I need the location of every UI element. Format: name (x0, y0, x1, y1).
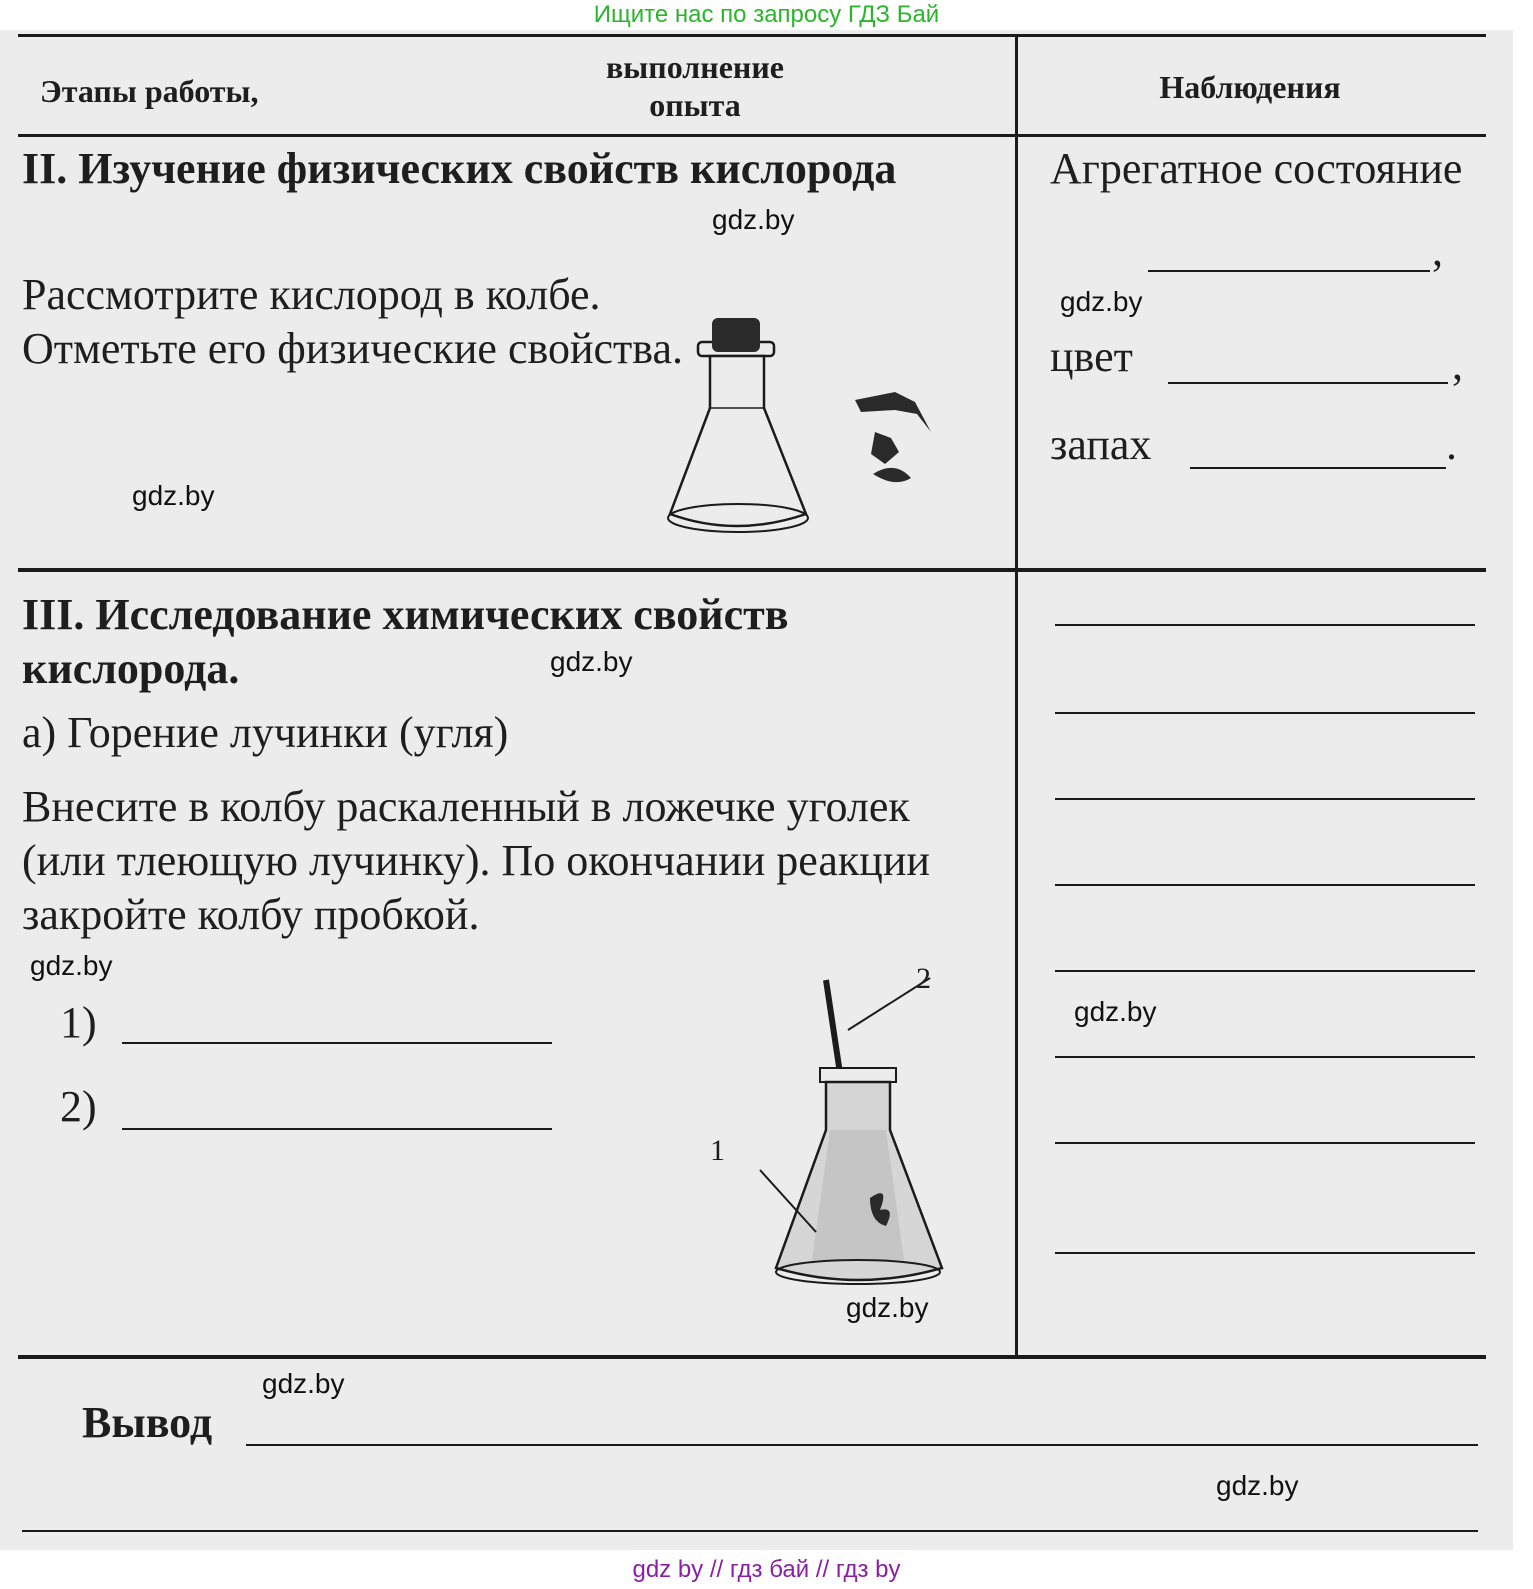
obs-smell-period: . (1446, 420, 1457, 469)
obs-line-5[interactable] (1055, 970, 1475, 972)
obs-state-label: Агрегатное состояние (1050, 144, 1463, 193)
column-divider (1015, 34, 1018, 1356)
figure-label-1: 1 (710, 1134, 725, 1167)
obs-color-blank[interactable] (1168, 382, 1448, 384)
conclusion-blank-1[interactable] (246, 1444, 1478, 1446)
header-stages: Этапы работы, (40, 73, 259, 109)
obs-line-1[interactable] (1055, 624, 1475, 626)
obs-smell-blank[interactable] (1190, 467, 1446, 469)
section-3-instructions: Внесите в колбу раскаленный в ложечке уголек (или тлеющую лучинку). По окончании реакции закройте колбу пробкой. (22, 782, 930, 939)
watermark: gdz.by (30, 950, 113, 981)
section-2-title: II. Изучение физических свойств кислорода (22, 144, 897, 193)
watermark: gdz.by (262, 1368, 345, 1399)
sniff-hand-icon (855, 392, 935, 492)
obs-color-comma: , (1452, 340, 1463, 389)
table-bottom-rule (18, 1355, 1486, 1359)
item-2-label: 2) (60, 1082, 97, 1131)
watermark: gdz.by (132, 480, 215, 511)
table-top-rule (18, 34, 1486, 37)
obs-line-4[interactable] (1055, 884, 1475, 886)
worksheet-page (0, 30, 1513, 1550)
item-1-blank[interactable] (122, 1042, 552, 1044)
watermark: gdz.by (846, 1292, 929, 1323)
watermark: gdz.by (712, 204, 795, 235)
obs-line-8[interactable] (1055, 1252, 1475, 1254)
obs-line-3[interactable] (1055, 798, 1475, 800)
section-divider-rule (18, 568, 1486, 572)
figure-label-2: 2 (916, 962, 931, 995)
watermark: gdz.by (1216, 1470, 1299, 1501)
obs-color-label: цвет (1050, 332, 1133, 381)
obs-smell-label: запах (1050, 420, 1152, 469)
header-bottom-rule (18, 134, 1486, 137)
burning-splint-flask-icon (720, 970, 980, 1290)
conclusion-blank-2[interactable] (22, 1530, 1478, 1532)
watermark: gdz.by (550, 646, 633, 677)
obs-state-comma: , (1432, 226, 1443, 275)
obs-line-6[interactable] (1055, 1056, 1475, 1058)
header-observations: Наблюдения (1159, 69, 1341, 105)
obs-line-7[interactable] (1055, 1142, 1475, 1144)
section-3-subtitle: а) Горение лучинки (угля) (22, 708, 509, 757)
item-2-blank[interactable] (122, 1128, 552, 1130)
header-procedure: выполнение опыта (606, 49, 784, 123)
item-1-label: 1) (60, 998, 97, 1047)
top-banner[interactable]: Ищите нас по запросу ГДЗ Бай (593, 1, 940, 28)
section-3-title: III. Исследование химических свойств кислорода. (22, 590, 789, 693)
section-2-instructions: Рассмотрите кислород в колбе. Отметьте его физические свойства. (22, 270, 683, 373)
obs-state-blank[interactable] (1148, 270, 1430, 272)
bottom-footer[interactable]: gdz by // гдз бай // гдз by (0, 1550, 1533, 1589)
watermark: gdz.by (1060, 286, 1143, 317)
obs-line-2[interactable] (1055, 712, 1475, 714)
conclusion-label: Вывод (82, 1398, 213, 1447)
watermark: gdz.by (1074, 996, 1157, 1027)
